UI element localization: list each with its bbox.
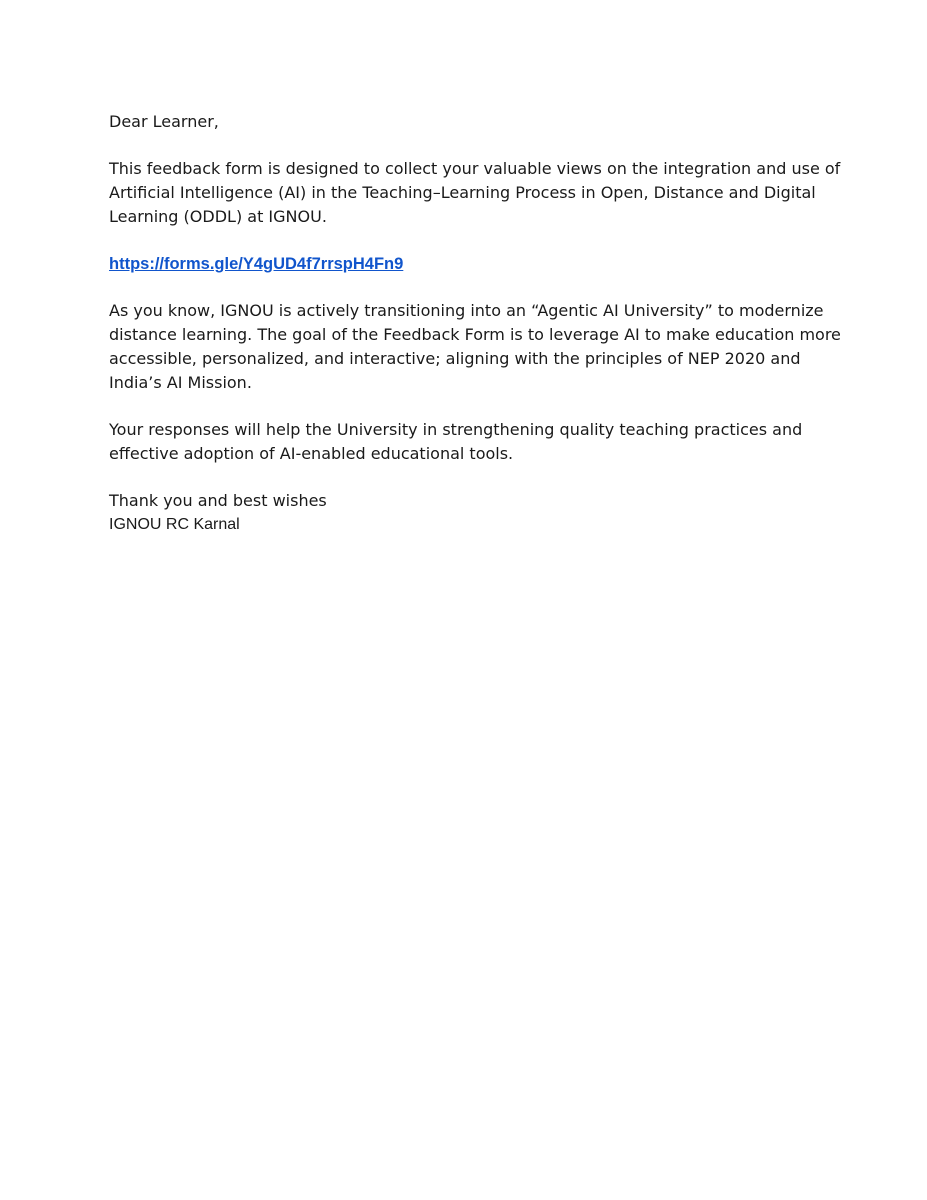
- greeting: Dear Learner,: [109, 112, 219, 131]
- link-line: [109, 252, 849, 276]
- intro-paragraph: This feedback form is designed to collect your valuable views on the integration and use of Artificial Intelligence (AI) in the Teaching–Learning Process in Open, Distance and Digital Learning (ODDL) at IGNOU.: [109, 159, 841, 226]
- closing-block: [109, 489, 849, 537]
- feedback-form-link[interactable]: https://forms.gle/Y4gUD4f7rrspH4Fn9: [109, 255, 404, 273]
- purpose-paragraph: Your responses will help the University in strengthening quality teaching practices and effective adoption of AI-enabled educational tools.: [109, 420, 803, 463]
- signature: IGNOU RC Karnal: [109, 516, 240, 533]
- closing-line: Thank you and best wishes: [109, 491, 327, 510]
- letter-body: [109, 110, 849, 537]
- context-paragraph: As you know, IGNOU is actively transitioning into an “Agentic AI University” to modernize distance learning. The goal of the Feedback Form is to leverage AI to make education more accessible, personalized, and interactive; aligning with the principles of NEP 2020 and India’s AI Mission.: [109, 301, 841, 392]
